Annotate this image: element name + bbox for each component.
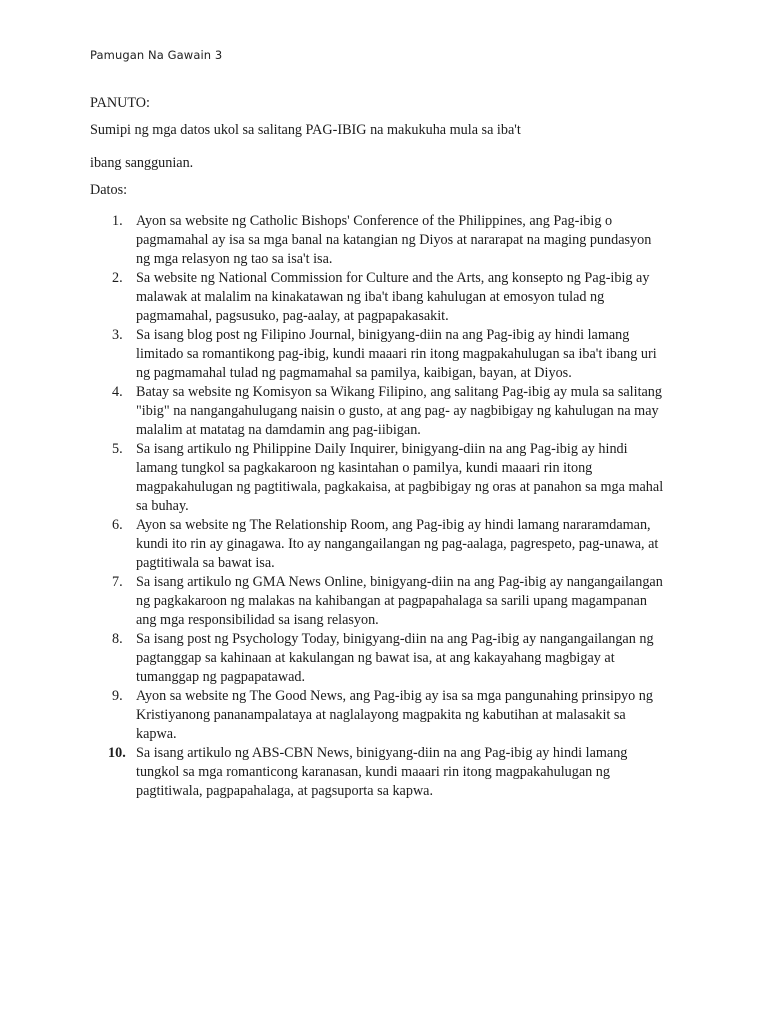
list-item (108, 630, 668, 687)
item-text: Batay sa website ng Komisyon sa Wikang Filipino, ang salitang Pag-ibig ay mula sa salitang "ibig" na nangangahulugang naisin o gusto, at ang pag- ay nagbibigay ng kahulugan na may malalim at matatag na damdamin ang pag-iibigan. (136, 384, 662, 438)
item-text: Ayon sa website ng The Relationship Room, ang Pag-ibig ay hindi lamang nararamdaman, kundi ito rin ay ginagawa. Ito ay nangangailangan ng pag-aalaga, pagrespeto, pag-unawa, at pagtitiwala sa bawat isa. (136, 517, 659, 571)
list-item (108, 744, 668, 801)
list-item (108, 516, 668, 573)
list-item (108, 687, 668, 744)
item-text: Ayon sa website ng The Good News, ang Pag-ibig ay isa sa mga pangunahing prinsipyo ng Kristiyanong pananampalataya at naglalayong magpakita ng kabutihan at malasakit sa kapwa. (136, 688, 653, 742)
item-number: 10. (108, 745, 126, 761)
list-item (108, 573, 668, 630)
item-number: 2. (112, 270, 123, 286)
item-number: 8. (112, 631, 123, 647)
item-number: 1. (112, 213, 123, 229)
item-text: Sa isang artikulo ng GMA News Online, binigyang-diin na ang Pag-ibig ay nangangailangan ng pagkakaroon ng malakas na kahibangan at pagpapahalaga sa sarili upang magampanan ang mga responsibilidad sa isang relasyon. (136, 574, 663, 628)
instructions-label: PANUTO: (90, 95, 150, 111)
list-item (108, 326, 668, 383)
item-text: Sa isang artikulo ng Philippine Daily Inquirer, binigyang-diin na ang Pag-ibig ay hindi lamang tungkol sa pagkakaroon ng kasintahan o pamilya, kundi maaari rin itong magpakahulugan ng pagtitiwala, pagkakaisa, at pagbibigay ng oras at panahon sa mga mahal sa buhay. (136, 441, 664, 514)
item-number: 5. (112, 441, 123, 457)
item-number: 6. (112, 517, 123, 533)
item-number: 4. (112, 384, 123, 400)
item-number: 7. (112, 574, 123, 590)
item-number: 3. (112, 327, 123, 343)
list-item (108, 440, 668, 516)
item-text: Sa isang post ng Psychology Today, binigyang-diin na ang Pag-ibig ay nangangailangan ng pagtanggap sa kahinaan at kakulangan ng bawat isa, at ang kakayahang magbigay at tumanggap ng pagpapatawad. (136, 631, 654, 685)
data-list (108, 212, 668, 801)
datos-label: Datos: (90, 182, 128, 198)
item-text: Sa isang blog post ng Filipino Journal, binigyang-diin na ang Pag-ibig ay hindi lamang limitado sa romantikong pag-ibig, kundi maaari rin itong magpakahulugan sa iba't ibang uri ng pagmamahal tulad ng pagmamahal sa pamilya, kaibigan, bayan, at Diyos. (136, 327, 657, 381)
instructions-line-2: ibang sanggunian. (90, 155, 194, 171)
list-item (108, 383, 668, 440)
list-item (108, 269, 668, 326)
list-item (108, 212, 668, 269)
item-text: Sa isang artikulo ng ABS-CBN News, binigyang-diin na ang Pag-ibig ay hindi lamang tungkol sa mga romanticong karanasan, kundi maaari rin itong magpakahulugan ng pagtitiwala, pagpapahalaga, at pagsuporta sa kapwa. (136, 745, 628, 799)
instructions-line-1: Sumipi ng mga datos ukol sa salitang PAG-IBIG na makukuha mula sa iba't (90, 122, 521, 138)
item-text: Ayon sa website ng Catholic Bishops' Conference of the Philippines, ang Pag-ibig o pagmamahal ay isa sa mga banal na katangian ng Diyos at nararapat na maging pundasyon ng mga relasyon ng tao sa isa't isa. (136, 213, 652, 267)
document-title: Pamugan Na Gawain 3 (90, 48, 223, 62)
item-number: 9. (112, 688, 123, 704)
item-text: Sa website ng National Commission for Culture and the Arts, ang konsepto ng Pag-ibig ay malawak at malalim na kinakatawan ng iba't ibang kahulugan at emosyon tulad ng pagmamahal, pagsusuko, pag-aalay, at pagpapakasakit. (136, 270, 650, 324)
